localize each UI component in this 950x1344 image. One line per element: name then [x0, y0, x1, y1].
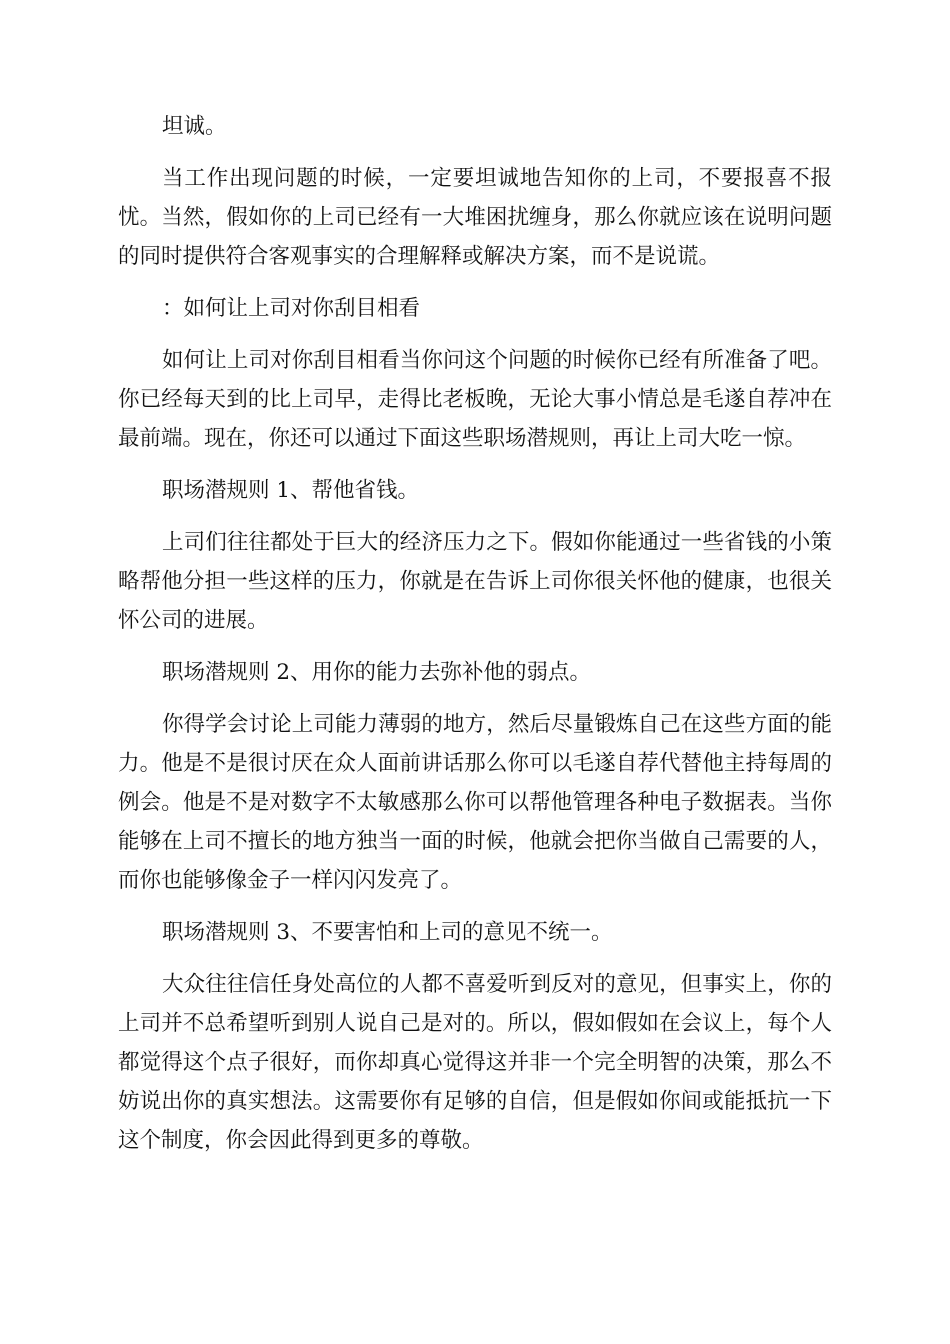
section-heading: ：如何让上司对你刮目相看: [162, 296, 421, 321]
rule-3-heading: 职场潜规则 3、不要害怕和上司的意见不统一。: [162, 920, 613, 945]
rule-1-body: 上司们往往都处于巨大的经济压力之下。假如你能通过一些省钱的小策略帮他分担一些这样的压力，你就是在告诉上司你很关怀他的健康，也很关怀公司的进展。: [118, 530, 832, 633]
rule-2-heading: 职场潜规则 2、用你的能力去弥补他的弱点。: [162, 660, 592, 685]
paragraph-intro: 如何让上司对你刮目相看当你问这个问题的时候你已经有所准备了吧。你已经每天到的比上司早，走得比老板晚，无论大事小情总是毛遂自荐冲在最前端。现在，你还可以通过下面这些职场潜规则，再让上司大吃一惊。: [118, 348, 832, 451]
rule-3-body: 大众往往信任身处高位的人都不喜爱听到反对的意见，但事实上，你的上司并不总希望听到别人说自己是对的。所以，假如假如在会议上，每个人都觉得这个点子很好，而你却真心觉得这并非一个完全明智的决策，那么不妨说出你的真实想法。这需要你有足够的自信，但是假如你间或能抵抗一下这个制度，你会因此得到更多的尊敬。: [118, 972, 832, 1153]
rule-1-heading: 职场潜规则 1、帮他省钱。: [162, 478, 420, 503]
document-body: [118, 107, 832, 1173]
paragraph-candor-end: 坦诚。: [162, 114, 227, 139]
rule-2-body: 你得学会讨论上司能力薄弱的地方，然后尽量锻炼自己在这些方面的能力。他是不是很讨厌在众人面前讲话那么你可以毛遂自荐代替他主持每周的例会。他是不是对数字不太敏感那么你可以帮他管理各种电子数据表。当你能够在上司不擅长的地方独当一面的时候，他就会把你当做自己需要的人，而你也能够像金子一样闪闪发亮了。: [118, 712, 832, 893]
paragraph-report-problems: 当工作出现问题的时候，一定要坦诚地告知你的上司，不要报喜不报忧。当然，假如你的上司已经有一大堆困扰缠身，那么你就应该在说明问题的同时提供符合客观事实的合理解释或解决方案，而不是说谎。: [118, 166, 832, 269]
